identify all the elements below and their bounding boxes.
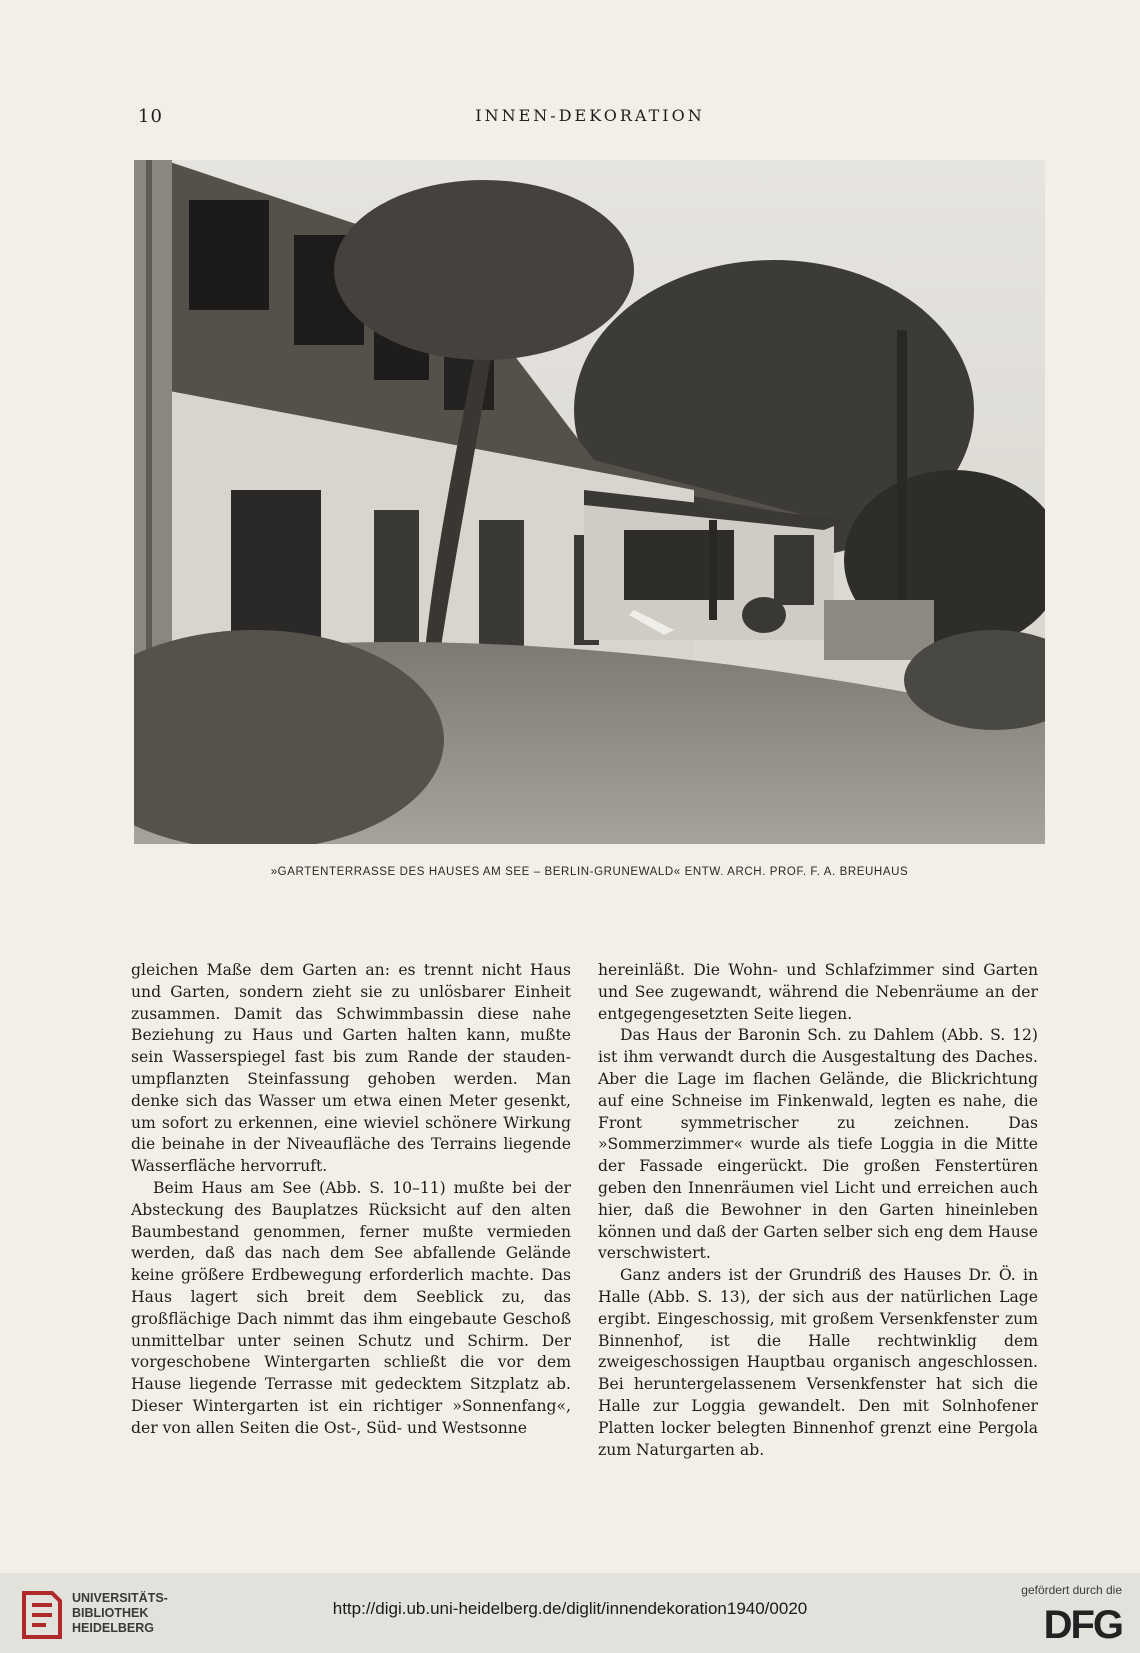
digitization-footer bbox=[0, 1573, 1140, 1653]
paragraph: Beim Haus am See (Abb. S. 10–11) mußte bei der Absteckung des Bauplatzes Rücksicht auf den alten Baumbestand genommen, ferner mußte vermieden werden, daß das nach dem See abfallende Gelände keine größere Erdbewegung erforderlich machte. Das Haus lagert sich breit dem Seeblick zu, das großflächige Dach nimmt das ihm eingebaute Geschoß unmittelbar unter seinen Schutz und Schirm. Der vorgeschobene Wintergarten schließt die vor dem Hause liegende Terrasse mit gedecktem Sitzplatz ab. Dieser Wintergarten ist ein richtiger »Sonnenfang«, der von allen Seiten die Ost-, Süd- und Westsonne bbox=[131, 1178, 571, 1437]
potted-plant bbox=[742, 597, 786, 633]
text-column-left bbox=[131, 960, 571, 1440]
funding-label: gefördert durch die bbox=[1021, 1583, 1122, 1597]
column bbox=[709, 520, 717, 620]
figure-caption: »GARTENTERRASSE DES HAUSES AM SEE – BERLIN-GRUNEWALD« ENTW. ARCH. PROF. F. A. BREUHAUS bbox=[270, 866, 909, 878]
paragraph: gleichen Maße dem Garten an: es trennt nicht Haus und Garten, sondern zieht sie zu unlösbarer Einheit zusammen. Damit das Schwimmbassin diese nahe Beziehung zu Haus und Garten halten kann, mußte sein Wasserspiegel fast bis zum Rande der stauden-umpflanzten Steinfassung gehoben werden. Man denke sich das Wasser um etwa einen Meter gesenkt, um sofort zu erkennen, eine wieviel schönere Wirkung die beinahe in der Niveaufläche des Terrains liegende Wasserfläche hervorruft. bbox=[131, 961, 571, 1176]
wintergarden-window-2 bbox=[774, 535, 814, 605]
paragraph: Das Haus der Baronin Sch. zu Dahlem (Abb. S. 12) ist ihm verwandt durch die Ausgestaltung des Daches. Aber die Lage im flachen Gelände, die Blickrichtung auf eine Schneise im Finkenwald, legten es nahe, die Front symmetrischer zu zeichnen. Das »Sommerzimmer« wurde als tiefe Loggia in die Mitte der Fassade eingerückt. Die großen Fenstertüren geben den Innenräumen viel Licht und erreichen auch hier, daß die Bewohner in den Garten hineinleben können und daß der Garten selber sich eng dem Hause verschwistert. bbox=[598, 1026, 1038, 1263]
wintergarden-window bbox=[624, 530, 734, 600]
pine-trunk-right bbox=[897, 330, 907, 630]
library-name-line: BIBLIOTHEK bbox=[72, 1606, 149, 1620]
library-name-line: HEIDELBERG bbox=[72, 1621, 154, 1635]
page-number: 10 bbox=[138, 106, 163, 127]
paragraph: hereinläßt. Die Wohn- und Schlafzimmer sind Garten und See zugewandt, während die Nebenräume an der entgegengesetzten Seite liegen. bbox=[598, 961, 1038, 1023]
house-photograph bbox=[134, 160, 1045, 844]
running-head: INNEN-DEKORATION bbox=[475, 106, 705, 125]
dfg-logo: DFG bbox=[1043, 1603, 1122, 1647]
paragraph: Ganz anders ist der Grundriß des Hauses Dr. Ö. in Halle (Abb. S. 13), der sich aus der natürlichen Lage ergibt. Eingeschossig, mit großem Versenkfenster zum Binnenhof, ist die Halle rechtwinklig dem zweigeschossigen Hauptbau organisch angeschlossen. Bei heruntergelassenem Versenkfenster hat sich die Halle zur Loggia gewandelt. Den mit Solnhofener Platten locker belegten Binnenhof grenzt eine Pergola zum Naturgarten ab. bbox=[598, 1266, 1038, 1459]
window-2 bbox=[374, 510, 419, 650]
dormer-window-1 bbox=[189, 200, 269, 310]
text-column-right bbox=[598, 960, 1038, 1461]
library-name-line: UNIVERSITÄTS- bbox=[72, 1591, 168, 1605]
tree-canopy-center bbox=[334, 180, 634, 360]
page-header bbox=[0, 106, 1140, 134]
stone-wall bbox=[824, 600, 934, 660]
permalink-url[interactable]: http://digi.ub.uni-heidelberg.de/diglit/innendekoration1940/0020 bbox=[332, 1599, 808, 1618]
window-3 bbox=[479, 520, 524, 650]
